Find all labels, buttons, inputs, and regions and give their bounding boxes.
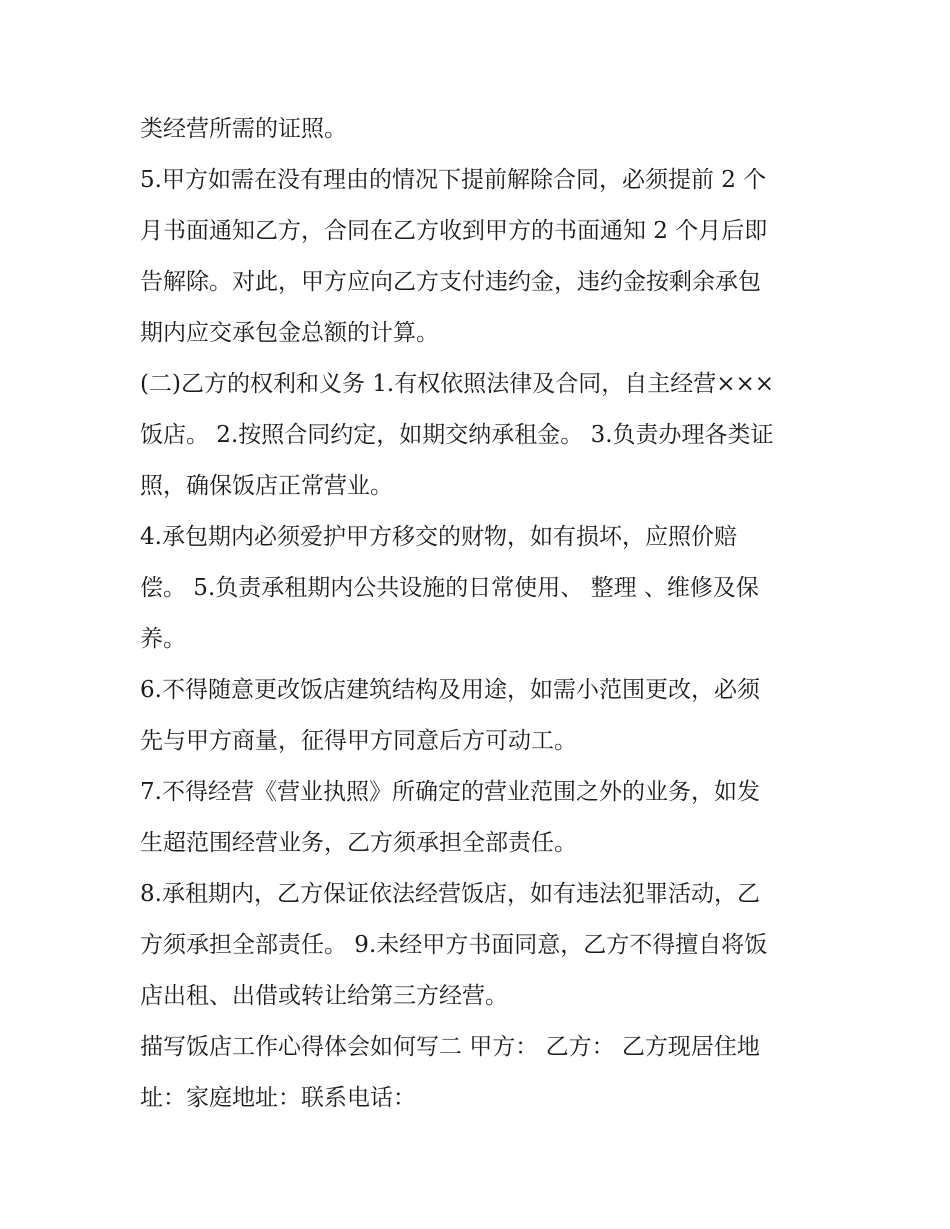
text-line: 月书面通知乙方，合同在乙方收到甲方的书面通知 2 个月后即 — [140, 218, 768, 244]
text-line: 养。 — [140, 626, 186, 652]
document-body — [140, 104, 820, 1124]
text-line: (二)乙方的权利和义务 1.有权依照法律及合同，自主经营××× — [140, 371, 775, 397]
text-line: 期内应交承包金总额的计算。 — [140, 320, 439, 346]
text-line: 4.承包期内必须爱护甲方移交的财物，如有损坏，应照价赔 — [140, 524, 737, 550]
text-line: 店出租、出借或转让给第三方经营。 — [140, 983, 508, 1009]
text-line: 偿。 5.负责承租期内公共设施的日常使用、 整理 、维修及保 — [140, 575, 759, 601]
text-line: 生超范围经营业务，乙方须承担全部责任。 — [140, 830, 577, 856]
text-line: 5.甲方如需在没有理由的情况下提前解除合同，必须提前 2 个 — [140, 167, 767, 193]
text-line: 描写饭店工作心得体会如何写二 甲方： 乙方： 乙方现居住地 — [140, 1034, 760, 1060]
text-line: 8.承租期内，乙方保证依法经营饭店，如有违法犯罪活动，乙 — [140, 881, 760, 907]
text-line: 告解除。对此，甲方应向乙方支付违约金，违约金按剩余承包 — [140, 269, 761, 295]
text-line: 先与甲方商量，征得甲方同意后方可动工。 — [140, 728, 577, 754]
text-line: 7.不得经营《营业执照》所确定的营业范围之外的业务，如发 — [140, 779, 760, 805]
text-line: 6.不得随意更改饭店建筑结构及用途，如需小范围更改，必须 — [140, 677, 760, 703]
text-line: 址：家庭地址：联系电话： — [140, 1085, 416, 1111]
text-line: 饭店。 2.按照合同约定，如期交纳承租金。 3.负责办理各类证 — [140, 422, 774, 448]
text-line: 方须承担全部责任。 9.未经甲方书面同意，乙方不得擅自将饭 — [140, 932, 768, 958]
text-line: 照，确保饭店正常营业。 — [140, 473, 393, 499]
text-line: 类经营所需的证照。 — [140, 116, 347, 142]
